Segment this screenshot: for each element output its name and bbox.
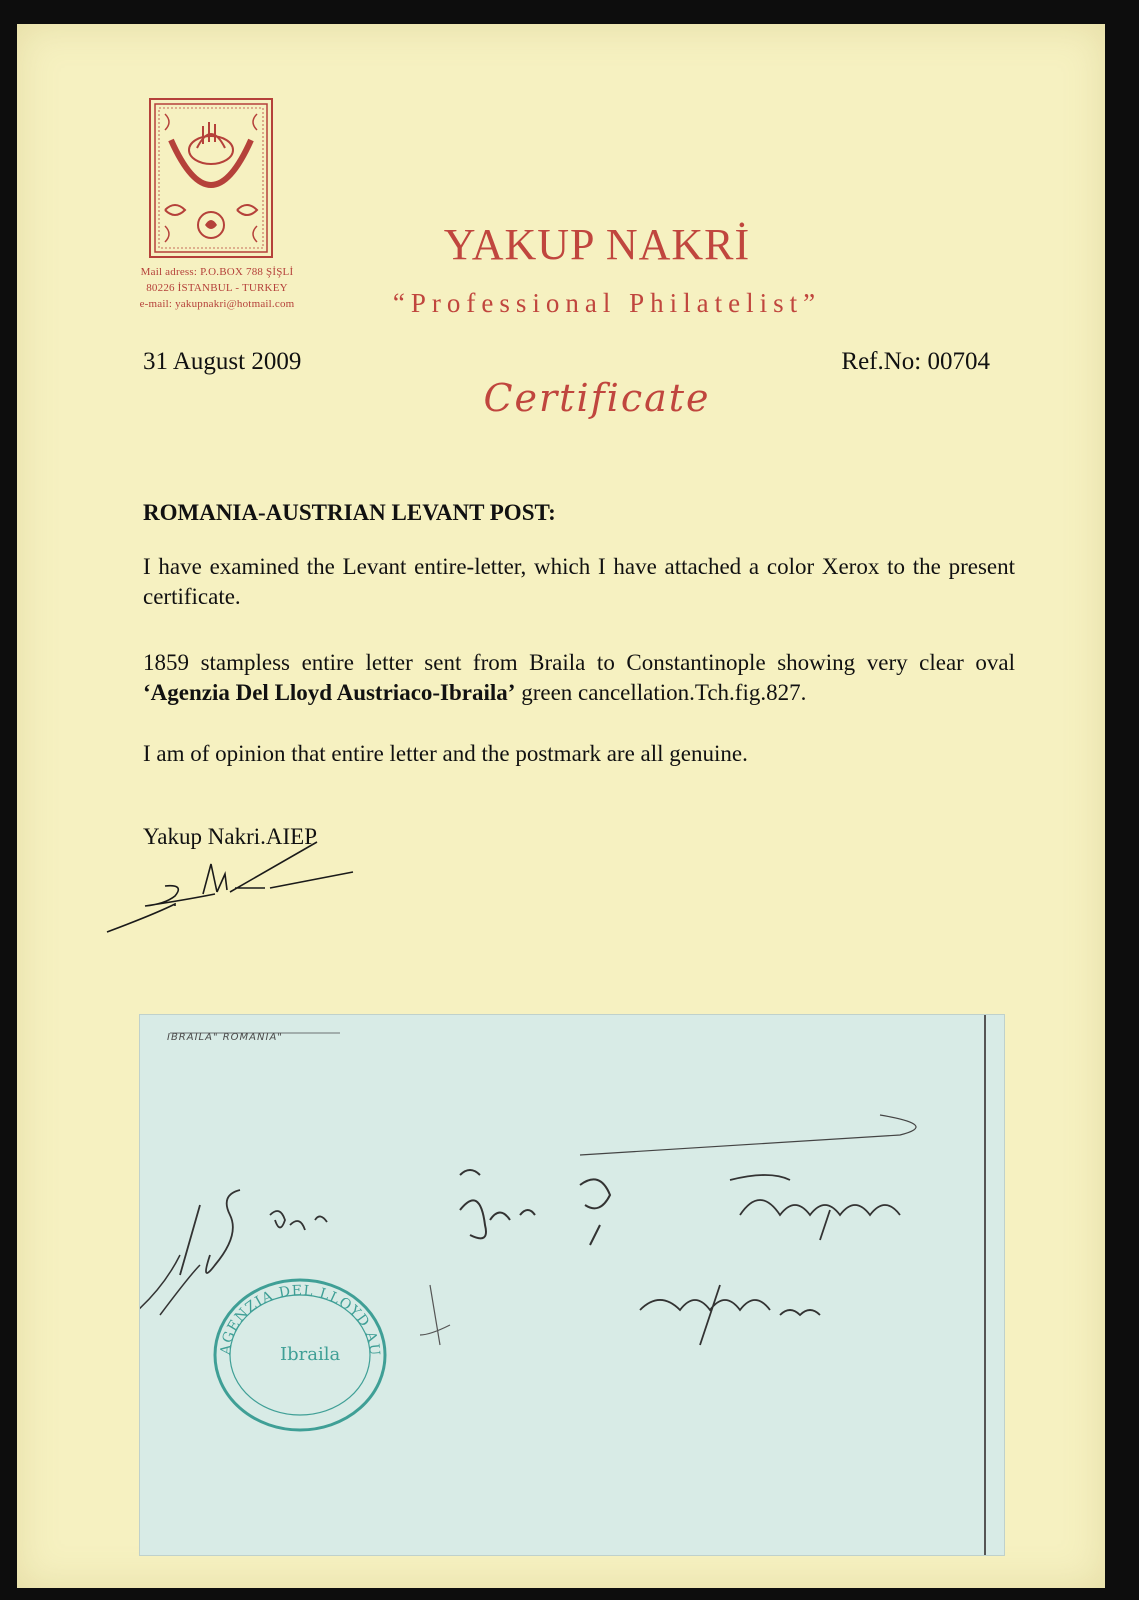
signer-name: Yakup Nakri.AIEP: [143, 824, 317, 849]
certificate-sheet: [17, 24, 1105, 1588]
certificate-date: 31 August 2009: [143, 348, 302, 375]
letter-handwriting-drawing: [140, 1015, 1004, 1555]
svg-text:AGENZIA DEL LLOYD AUSTRIACO: [140, 1015, 382, 1357]
handwritten-signature: [105, 834, 365, 934]
tagline: “Professional Philatelist”: [392, 288, 822, 318]
paragraph-opinion: I am of opinion that entire letter and the postmark are all genuine.: [143, 741, 748, 766]
oval-cancellation-mark: [140, 1015, 385, 1430]
company-name: YAKUP NAKRİ: [443, 220, 751, 269]
mail-address-block: [97, 264, 337, 312]
mail-line: 80226 İSTANBUL - TURKEY: [146, 282, 288, 294]
cancel-arc-text: AGENZIA DEL LLOYD AU: [217, 1282, 383, 1358]
cancellation-name: ‘Agenzia Del Lloyd Austriaco-Ibraila’: [143, 680, 516, 705]
email-line: e-mail: yakupnakri@hotmail.com: [139, 298, 295, 310]
paragraph-description: [143, 648, 1015, 708]
paragraph-examination: I have examined the Levant entire-letter, which I have attached a color Xerox to the present certificate.: [143, 554, 1015, 609]
reference-number: Ref.No: 00704: [841, 348, 990, 375]
mail-line: Mail adress: P.O.BOX 788 ŞİŞLİ: [140, 266, 294, 278]
description-text-end: green cancellation.Tch.fig.827.: [515, 680, 807, 705]
description-text: 1859 stampless entire letter sent from Braila to Constantinople showing very clear oval: [143, 650, 1015, 675]
tughra-emblem-logo: [149, 98, 273, 258]
tughra-emblem-icon: [151, 100, 271, 256]
attached-letter-image: [139, 1014, 1005, 1556]
pencil-note: IBRAILA" ROMANIA": [167, 1032, 283, 1043]
cancel-center-text: Ibraila: [280, 1344, 341, 1365]
certificate-title: Certificate: [483, 376, 711, 420]
section-heading: ROMANIA-AUSTRIAN LEVANT POST:: [143, 500, 556, 525]
